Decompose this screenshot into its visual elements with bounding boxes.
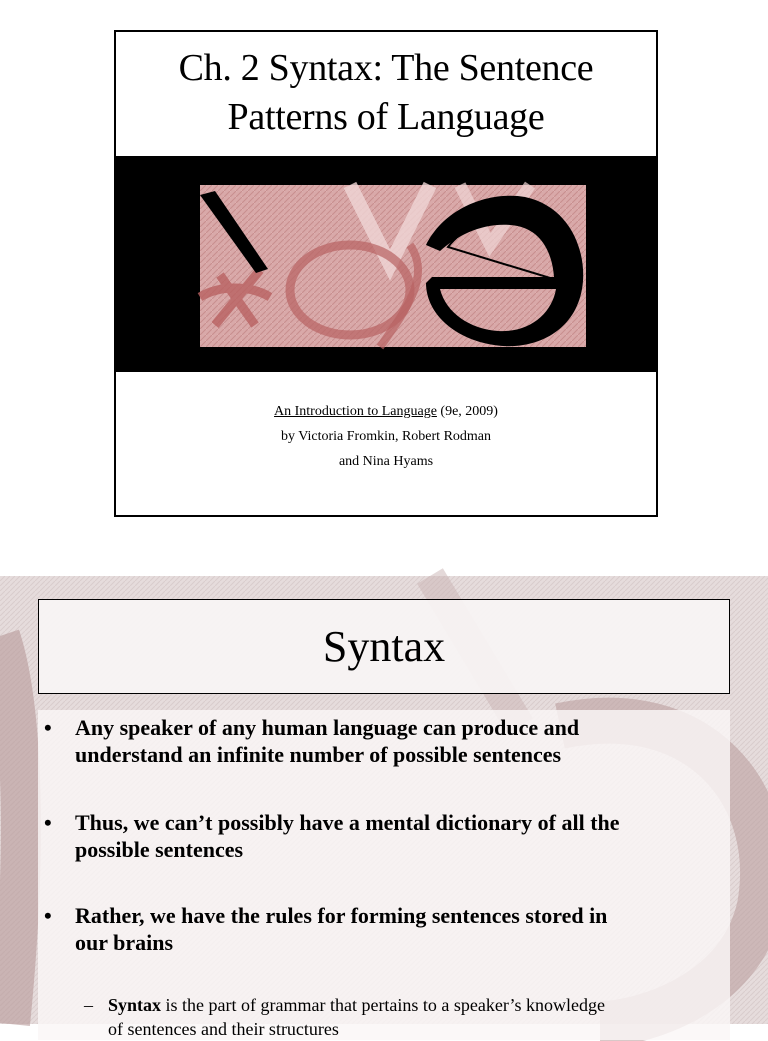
sub-bullet-line1 (108, 993, 748, 1017)
dash-icon: – (84, 995, 93, 1015)
bullet-icon: • (44, 810, 52, 835)
schwa-glyph-icon (200, 185, 586, 347)
bullet-icon: • (44, 715, 52, 740)
bullet-icon: • (44, 903, 52, 928)
syntax-slide (0, 576, 768, 1039)
sub-bullet-line2: of sentences and their structures (108, 1019, 339, 1039)
bullet-text-line2: possible sentences (75, 837, 244, 862)
title-image-band (116, 156, 656, 372)
book-edition: (9e, 2009) (436, 404, 498, 419)
authors-line1: by Victoria Fromkin, Robert Rodman (280, 429, 492, 444)
sub-bullet-rest: is the part of grammar that pertains to a speaker’s knowledge (161, 995, 606, 1015)
book-title: An Introduction to Language (274, 404, 437, 419)
bullet-text-line2: our brains (75, 930, 174, 955)
slide-title-line2: Patterns of Language (227, 96, 545, 138)
bullet-text-line1: Rather, we have the rules for forming sentences stored in (75, 903, 608, 928)
title-slide (114, 30, 658, 517)
slide-title (116, 44, 656, 142)
authors-line2: and Nina Hyams (338, 454, 434, 469)
bullet-text-line2: understand an infinite number of possible sentences (75, 742, 562, 767)
slide-content (38, 710, 730, 1040)
bullet-text-line1: Any speaker of any human language can produce and (75, 715, 580, 740)
syntax-term: Syntax (108, 995, 162, 1015)
slide-title-line1: Ch. 2 Syntax: The Sentence (178, 47, 594, 89)
book-line (116, 399, 656, 424)
slide-title: Syntax (322, 622, 446, 671)
bullet-text-line1: Thus, we can’t possibly have a mental dictionary of all the (75, 810, 620, 835)
book-credit (116, 399, 656, 474)
slide-title-box (38, 599, 730, 694)
